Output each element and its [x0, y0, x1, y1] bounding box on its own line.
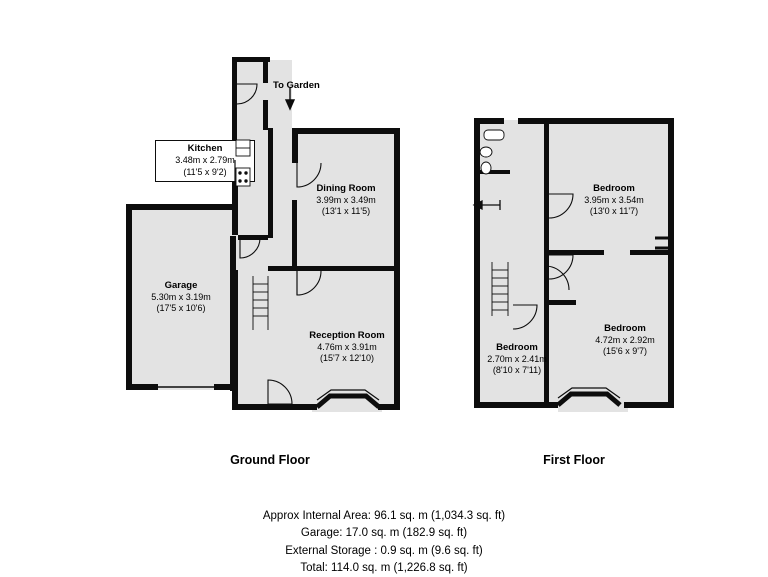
floor-title-first-text: First Floor — [543, 453, 605, 467]
room-label-reception-room — [292, 330, 402, 364]
wall-first-internal-store-top — [480, 170, 510, 174]
room-imp-dining-room: (13'1 x 11'5) — [321, 206, 371, 217]
area-summary — [0, 508, 768, 577]
wall-bottom-right — [378, 404, 400, 410]
room-imp-bedroom-3: (8'10 x 7'11) — [492, 365, 542, 376]
room-dim-garage: 5.30m x 3.19m — [151, 291, 211, 302]
wall-first-internal-landing-right — [544, 252, 549, 304]
room-title-dining-room: Dining Room — [316, 183, 376, 194]
room-title-reception-room: Reception Room — [309, 330, 385, 341]
wall-rear-step — [263, 100, 268, 130]
room-title-bedroom-1: Bedroom — [593, 183, 635, 194]
room-dim-kitchen: 3.48m x 2.79m — [175, 155, 235, 166]
wall-dining-top — [292, 128, 400, 134]
first-floor-plan — [440, 0, 740, 467]
wall-garage-top — [126, 204, 236, 210]
room-label-bedroom-1 — [558, 183, 670, 217]
wall-first-bottom-left — [474, 402, 558, 408]
wall-first-internal-mid-horizontal-2 — [630, 250, 674, 255]
room-label-bedroom-2 — [570, 323, 680, 357]
room-fill-first-bay — [558, 398, 628, 412]
wall-first-internal-bed1-left — [544, 192, 549, 252]
wall-first-internal-top — [544, 124, 549, 192]
ground-floor-plan — [0, 0, 460, 467]
room-dim-bedroom-2: 4.72m x 2.92m — [595, 334, 655, 345]
room-dim-bedroom-3: 2.70m x 2.41m — [487, 353, 547, 364]
room-fill-bay — [312, 398, 382, 412]
floor-title-ground-text: Ground Floor — [230, 453, 310, 467]
room-title-kitchen: Kitchen — [187, 143, 223, 154]
wall-garage-bottom — [126, 384, 158, 390]
area-total: Total: 114.0 sq. m (1,226.8 sq. ft) — [300, 561, 468, 574]
wall-internal-hall-left — [268, 266, 294, 271]
room-dim-reception-room: 4.76m x 3.91m — [317, 341, 377, 352]
wall-rear-right — [263, 57, 268, 83]
room-imp-bedroom-2: (15'6 x 9'7) — [603, 346, 647, 357]
room-label-kitchen — [155, 140, 255, 182]
room-imp-kitchen: (11'5 x 9'2) — [183, 167, 227, 178]
room-imp-bedroom-1: (13'0 x 11'7) — [589, 206, 639, 217]
room-imp-reception-room: (15'7 x 12'10) — [320, 353, 374, 364]
room-imp-garage: (17'5 x 10'6) — [156, 303, 206, 314]
area-garage: Garage: 17.0 sq. m (182.9 sq. ft) — [300, 527, 468, 540]
wall-first-bottom-right — [624, 402, 674, 408]
room-label-bedroom-3 — [462, 342, 572, 376]
wall-internal-reception-dining — [292, 266, 397, 271]
room-fill-rear-lobby — [235, 60, 265, 105]
area-internal: Approx Internal Area: 96.1 sq. m (1,034.3 sq. ft) — [262, 510, 506, 522]
wall-first-top-right — [518, 118, 674, 124]
wall-kitchen-right — [268, 128, 273, 238]
floor-title-ground — [160, 453, 380, 467]
room-dim-bedroom-1: 3.95m x 3.54m — [584, 194, 644, 205]
wall-dining-left-upper — [292, 128, 298, 163]
wall-rear-left — [232, 57, 237, 147]
floor-title-first — [464, 453, 684, 467]
room-label-garage — [126, 280, 236, 314]
wall-bottom-left — [232, 404, 317, 410]
wall-kitchen-door-jamb — [238, 235, 268, 240]
room-title-garage: Garage — [164, 280, 198, 291]
room-dim-dining-room: 3.99m x 3.49m — [316, 194, 376, 205]
annotation-to-garden-text: To Garden — [273, 80, 320, 91]
wall-first-internal-mid-horizontal — [544, 250, 604, 255]
annotation-to-garden — [273, 80, 320, 91]
room-title-bedroom-2: Bedroom — [604, 323, 646, 334]
wall-first-right — [668, 118, 674, 408]
area-external-storage: External Storage : 0.9 sq. m (9.6 sq. ft) — [285, 544, 483, 557]
room-label-dining-room — [291, 183, 401, 217]
room-title-bedroom-3: Bedroom — [496, 342, 538, 353]
